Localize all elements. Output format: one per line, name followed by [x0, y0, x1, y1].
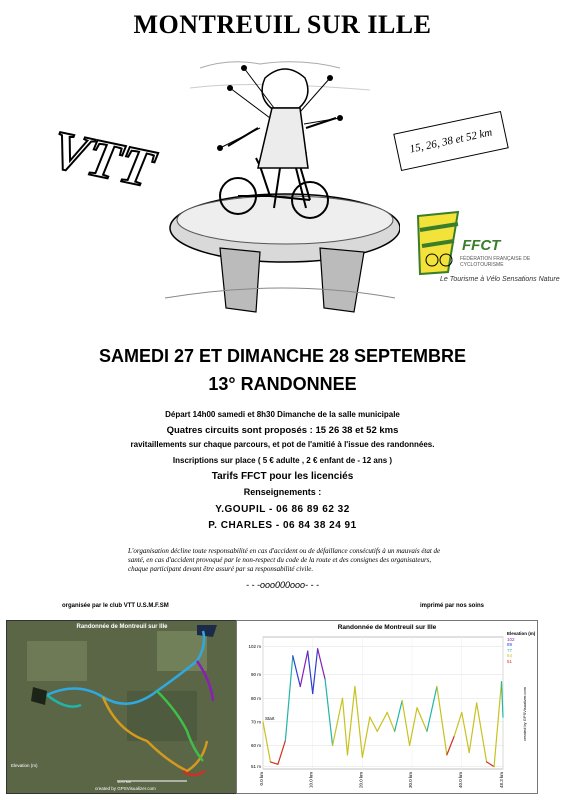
- ffct-logo-icon: [414, 210, 464, 278]
- info-depart: Départ 14h00 samedi et 8h30 Dimanche de la salle municipale: [165, 410, 400, 419]
- ffct-slogan: Le Tourisme à Vélo Sensations Nature: [440, 276, 560, 283]
- poster-title: MONTREUIL SUR ILLE: [133, 10, 432, 39]
- start-label: Start: [265, 715, 275, 721]
- map-credit: created by GPSVisualizer.com: [95, 786, 156, 791]
- y-tick-label: 70 m: [250, 719, 261, 725]
- disclaimer: L'organisation décline toute responsabilité en cas d'accident ou de défaillance consécutifs à un mauvais état de santé, en cas d'accident provoqué par le non-respect du code de la route et des consignes des organisateurs, chaque participant devant être assuré par sa responsabilité civile.: [128, 547, 441, 573]
- y-tick-label: 60 m: [250, 742, 261, 748]
- organized-by: organisée par le club VTT U.S.M.F.SM: [62, 603, 169, 609]
- y-tick-label: 90 m: [250, 672, 261, 678]
- y-tick-label: 102 m: [248, 643, 261, 649]
- info-tarifs: Tarifs FFCT pour les licenciés: [211, 471, 354, 482]
- x-tick-label: 0.0 km: [259, 772, 264, 786]
- y-tick-label: 51 m: [250, 764, 261, 770]
- elevation-chart-svg: [237, 621, 537, 793]
- elevation-chart: [236, 620, 538, 794]
- chart-title: Randonnée de Montreuil sur Ille: [337, 624, 437, 631]
- ffct-subtitle: FÉDÉRATION FRANÇAISE DE CYCLOTOURISME: [460, 256, 531, 268]
- x-tick-label: 30.0 km: [408, 772, 414, 789]
- map-title: Randonnée de Montreuil sur Ille: [76, 624, 168, 630]
- x-tick-label: 20.0 km: [358, 772, 364, 789]
- info-circuits: Quatres circuits sont proposés : 15 26 38 et 52 kms: [166, 425, 399, 436]
- legend-entry: 51: [507, 658, 513, 664]
- chart-credit: created by GPSVisualizer.com: [522, 687, 527, 741]
- plot-area: [263, 637, 503, 769]
- x-tick-label: 40.0 km: [457, 772, 463, 789]
- legend-title: Elevation (m): [507, 631, 536, 636]
- chart-legend: [507, 631, 535, 664]
- event-title: 13° RANDONNEE: [208, 374, 357, 394]
- info-renseignements: Renseignements :: [243, 487, 322, 497]
- legend-entry: 77: [507, 647, 513, 653]
- legend-entry: 102: [507, 636, 515, 642]
- contact-goupil: Y.GOUPIL - 06 86 89 62 32: [215, 504, 350, 515]
- info-inscriptions: Inscriptions sur place ( 5 € adulte , 2 € enfant de - 12 ans ): [172, 456, 393, 465]
- x-tick-label: 10.0 km: [308, 772, 314, 789]
- printed-by: imprimé par nos soins: [420, 603, 485, 609]
- map-terrain: [7, 621, 237, 793]
- map-elevation-label: Elevation (m): [11, 763, 38, 768]
- contact-charles: P. CHARLES - 06 84 38 24 91: [208, 520, 357, 531]
- cyclist-illustration: [160, 48, 400, 338]
- x-tick-label: 48.3 km: [499, 772, 504, 789]
- legend-entry: 89: [507, 642, 513, 647]
- distances-badge: 15, 26, 38 et 52 km: [393, 111, 508, 171]
- info-ravitaillements: ravitaillements sur chaque parcours, et pot de l'amitié à l'issue des randonnées.: [130, 440, 435, 449]
- route-map: [6, 620, 238, 794]
- map-scale: 10.0 km: [117, 779, 132, 784]
- vtt-label: VTT: [46, 119, 160, 199]
- separator: - - -ooo000ooo- - -: [245, 580, 320, 590]
- legend-entry: 64: [507, 653, 513, 658]
- event-dates: SAMEDI 27 ET DIMANCHE 28 SEPTEMBRE: [98, 346, 467, 366]
- y-tick-label: 80 m: [250, 695, 261, 701]
- ffct-name: FFCT: [462, 237, 501, 254]
